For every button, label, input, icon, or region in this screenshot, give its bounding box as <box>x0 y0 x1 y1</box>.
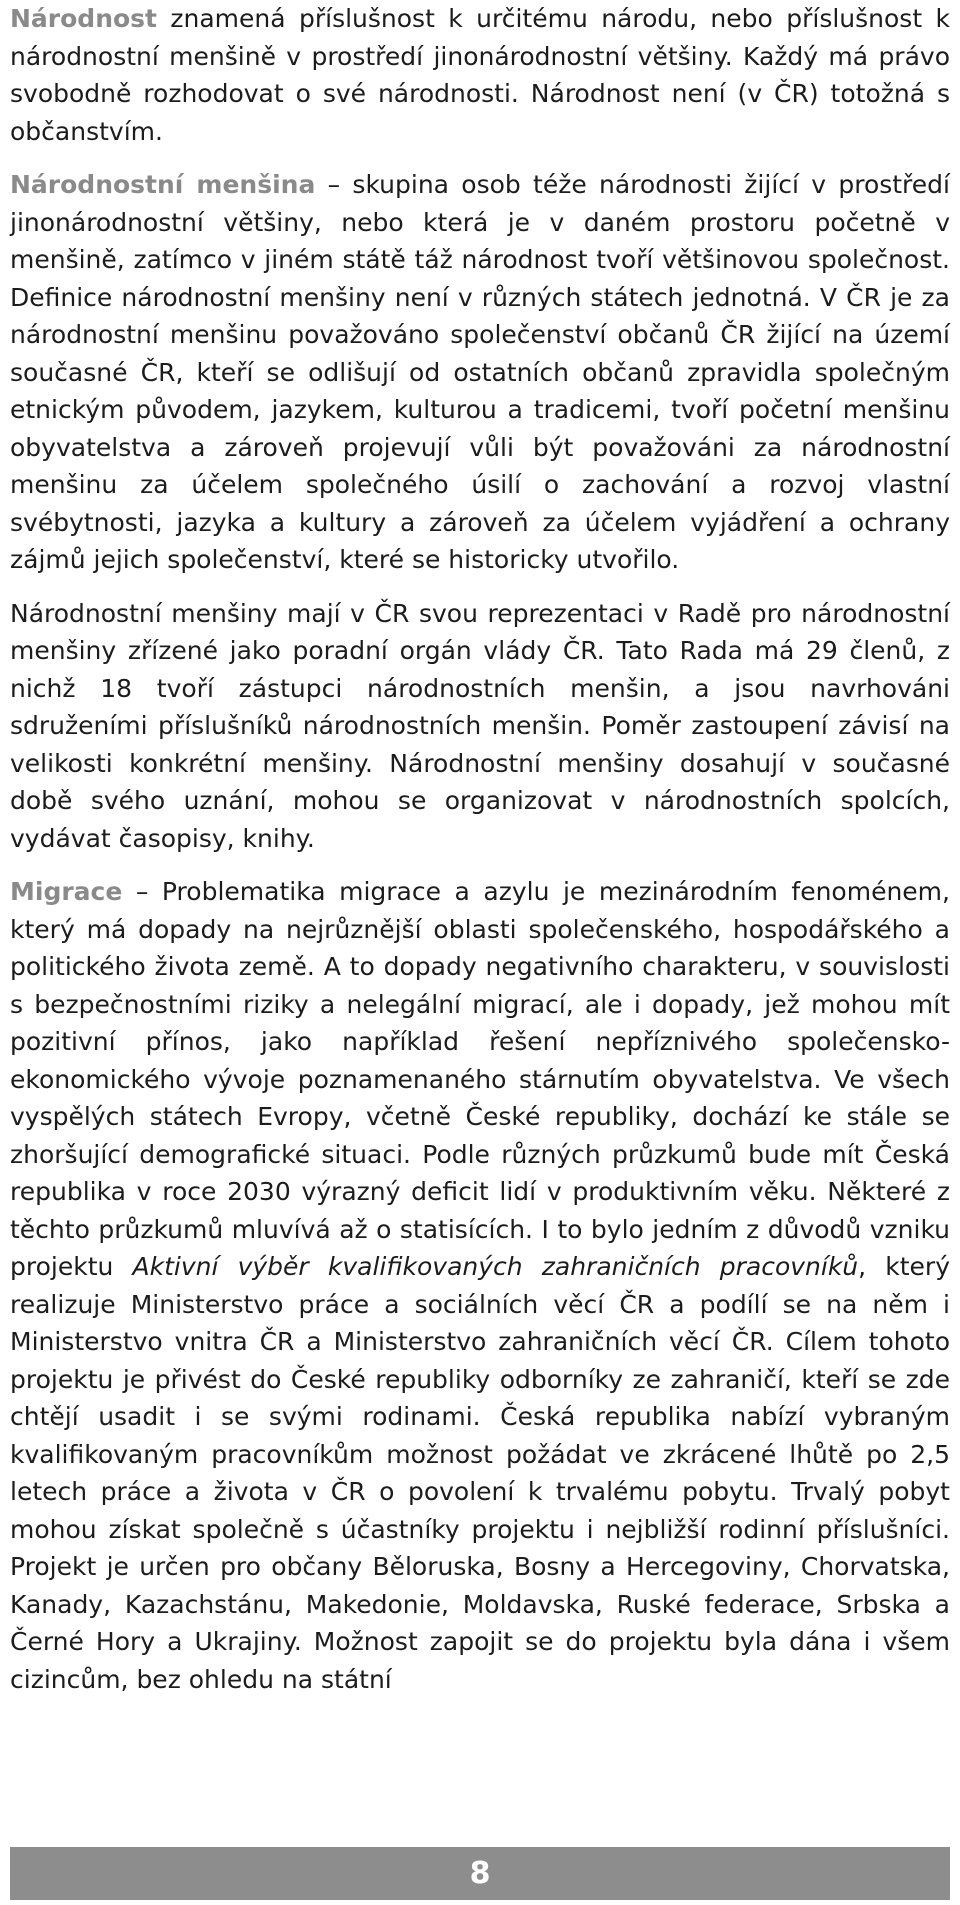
term-narodnostni-mensina: Národnostní menšina <box>10 170 316 199</box>
term-narodnost: Národnost <box>10 4 157 33</box>
paragraph-text: znamená příslušnost k určitému národu, nebo příslušnost k národnostní menšině v prostředí jinonárodnostní většiny. Každý má právo svobodně rozhodovat o své národnosti. Národnost není (v ČR) totožná s občanstvím. <box>10 4 950 146</box>
page-content <box>10 0 950 1714</box>
paragraph-narodnostni-mensina <box>10 166 950 579</box>
paragraph-rada <box>10 595 950 858</box>
paragraph-text: Národnostní menšiny mají v ČR svou reprezentaci v Radě pro národnostní menšiny zřízené jako poradní orgán vlády ČR. Tato Rada má 29 členů, z nichž 18 tvoří zástupci národnostních menšin, a jsou navrhováni sdruženími příslušníků národnostních menšin. Poměr zastoupení závisí na velikosti konkrétní menšiny. Národnostní menšiny dosahují v současné době svého uznání, mohou se organizovat v národnostních spolcích, vydávat časopisy, knihy. <box>10 598 950 853</box>
paragraph-text: , který realizuje Ministerstvo práce a sociálních věcí ČR a podílí se na něm i Ministerstvo vnitra ČR a Ministerstvo zahraničních věcí ČR. Cílem tohoto projektu je přivést do České republiky odborníky ze zahraničí, kteří se zde chtějí usadit i se svými rodinami. Česká republika nabízí vybraným kvalifikovaným pracovníkům možnost požádat ve zkrácené lhůtě po 2,5 letech práce a života v ČR o povolení k trvalému pobytu. Trvalý pobyt mohou získat společně s účastníky projektu i nejbližší rodinní příslušníci. Projekt je určen pro občany Běloruska, Bosny a Hercegoviny, Chorvatska, Kanady, Kazachstánu, Makedonie, Moldavska, Ruské federace, Srbska a Černé Hory a Ukrajiny. Možnost zapojit se do projektu byla dána i všem cizincům, bez ohledu na státní <box>10 1252 950 1694</box>
paragraph-text: – skupina osob téže národnosti žijící v prostředí jinonárodnostní většiny, nebo která je v daném prostoru početně v menšině, zatímco v jiném státě táž národnost tvoří většinovou společnost. Definice národnostní menšiny není v různých státech jednotná. V ČR je za národnostní menšinu považováno společenství občanů ČR žijící na území současné ČR, kteří se odlišují od ostatních občanů zpravidla společným etnickým původem, jazykem, kulturou a tradicemi, tvoří početní menšinu obyvatelstva a zároveň projevují vůli být považováni za národnostní menšinu za účelem společného úsilí o zachování a rozvoj vlastní svébytnosti, jazyka a kultury a zároveň za účelem vyjádření a ochrany zájmů jejich společenství, které se historicky utvořilo. <box>10 170 950 574</box>
paragraph-narodnost <box>10 0 950 150</box>
page-number: 8 <box>469 1856 491 1891</box>
term-migrace: Migrace <box>10 877 123 906</box>
paragraph-text: – Problematika migrace a azylu je mezinárodním fenoménem, který má dopady na nejrůznější oblasti společenského, hospodářského a politického života země. A to dopady negativního charakteru, v souvislosti s bezpečnostními riziky a nelegální migrací, ale i dopady, jež mohou mít pozitivní přínos, jako například řešení nepříznivého společensko-ekonomického vývoje poznamenaného stárnutím obyvatelstva. Ve všech vyspělých státech Evropy, včetně České republiky, dochází ke stále se zhoršující demografické situaci. Podle různých průzkumů bude mít Česká republika v roce 2030 výrazný deficit lidí v produktivním věku. Některé z těchto průzkumů mluvívá až o statisících. I to bylo jedním z důvodů vzniku projektu <box>10 877 950 1281</box>
project-title: Aktivní výběr kvalifikovaných zahraničních pracovníků <box>132 1252 859 1281</box>
footer-bar <box>10 1847 950 1900</box>
paragraph-migrace <box>10 873 950 1698</box>
